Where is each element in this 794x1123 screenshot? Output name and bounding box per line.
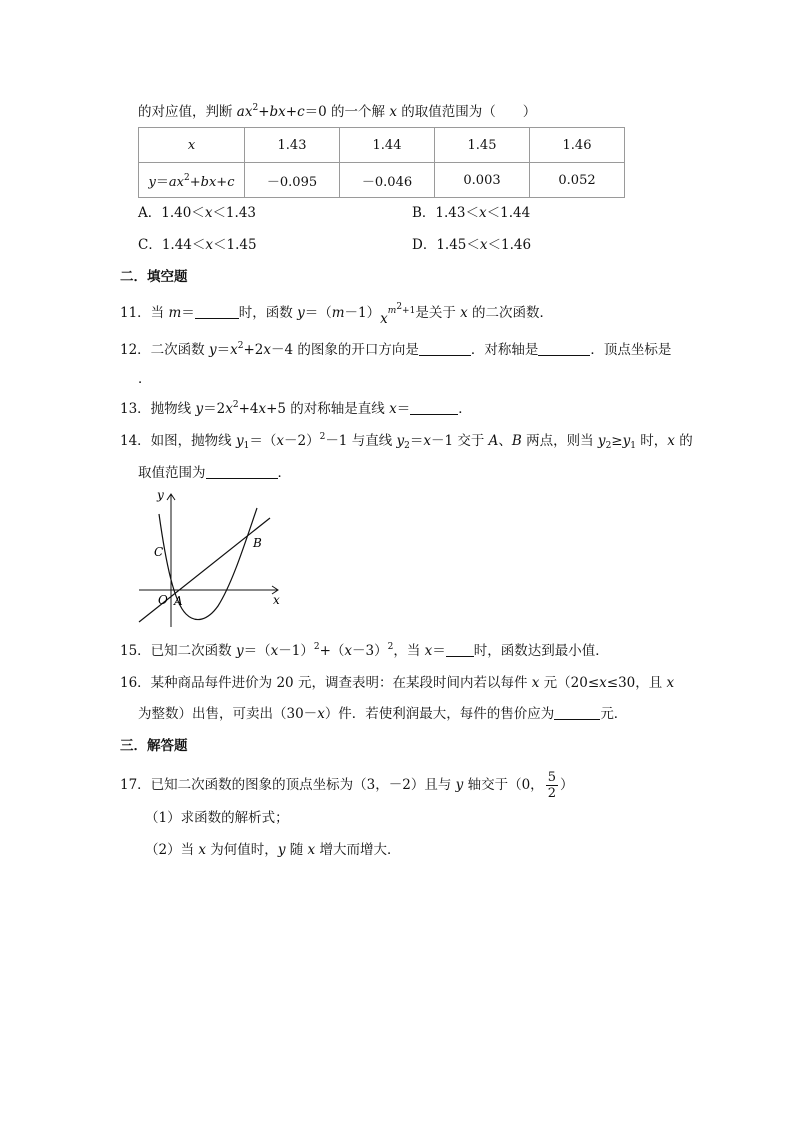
table-row xyxy=(139,128,625,163)
question-17: 17．已知二次函数的图象的顶点坐标为（3，－2）且与 y 轴交于（0， $\frac{5}{2}$ ） xyxy=(120,770,574,801)
q10-option-b: B．1.43＜x＜1.44 xyxy=(412,205,531,221)
question-13: 13．抛物线 $y=2x^2+4x+5$ 的对称轴是直线 x＝ ． xyxy=(120,400,472,417)
table-cell: 1.43 xyxy=(245,128,340,163)
table-cell: x xyxy=(139,128,245,163)
table-cell: 1.44 xyxy=(340,128,435,163)
label-x: x xyxy=(273,593,280,607)
question-14-line2: 取值范围为 ． xyxy=(138,465,291,481)
section-heading-answer: 三．解答题 xyxy=(120,738,188,754)
question-15: 15．已知二次函数 $y=(x-1)^2+(x-3)^2$，当 x＝ 时，函数达到最小值． xyxy=(120,642,609,659)
label-o: O xyxy=(158,593,168,607)
q10-option-d: D．1.45＜x＜1.46 xyxy=(412,237,532,253)
label-y: y xyxy=(157,488,164,502)
table-row xyxy=(139,163,625,198)
q10-intro: 的对应值，判断 $ax^2+bx+c=0$ 的一个解 x 的取值范围为（ ） xyxy=(138,103,537,120)
parabola-line-figure xyxy=(130,484,290,632)
value-table xyxy=(138,127,625,198)
question-12-trail: ． xyxy=(138,371,152,387)
fraction: $\frac{5}{2}$ xyxy=(547,770,556,801)
label-b: B xyxy=(253,536,262,550)
q10-option-c: C．1.44＜x＜1.45 xyxy=(138,237,257,253)
table-cell: 0.003 xyxy=(435,163,530,198)
question-12: 12．二次函数 $y=x^2+2x-4$ 的图象的开口方向是 ．对称轴是 ．顶点坐标是 xyxy=(120,341,672,358)
table-cell: －0.046 xyxy=(340,163,435,198)
table-cell: 0.052 xyxy=(530,163,625,198)
label-c: C xyxy=(154,545,164,559)
label-a: A xyxy=(174,594,183,608)
question-16-line1: 16．某种商品每件进价为 20 元，调查表明：在某段时间内若以每件 x 元（20≤x≤30，且 x xyxy=(120,675,675,691)
question-17-part1: （1）求函数的解析式； xyxy=(145,810,289,826)
table-cell: －0.095 xyxy=(245,163,340,198)
section-heading-fill-blank: 二．填空题 xyxy=(120,269,188,285)
table-cell: $y=ax^2+bx+c$ xyxy=(139,163,245,198)
question-17-part2: （2）当 x 为何值时，y 随 x 增大而增大． xyxy=(145,842,401,858)
question-11: 11．当 m＝ 时，函数 $y=(m-1)x^{m^2+1}$是关于 x 的二次函数． xyxy=(120,302,554,327)
q10-option-a: A．1.40＜x＜1.43 xyxy=(138,205,256,221)
question-16-line2: 为整数）出售，可卖出（30－x）件．若使利润最大，每件的售价应为 元． xyxy=(138,706,628,722)
table-cell: 1.45 xyxy=(435,128,530,163)
table-cell: 1.46 xyxy=(530,128,625,163)
question-14-line1: 14．如图，抛物线 $y_1=(x-2)^2-1$ 与直线 $y_2=x-1$ 交于 A、B 两点，则当 $y_2\ge y_1$ 时，x 的 xyxy=(120,432,693,451)
